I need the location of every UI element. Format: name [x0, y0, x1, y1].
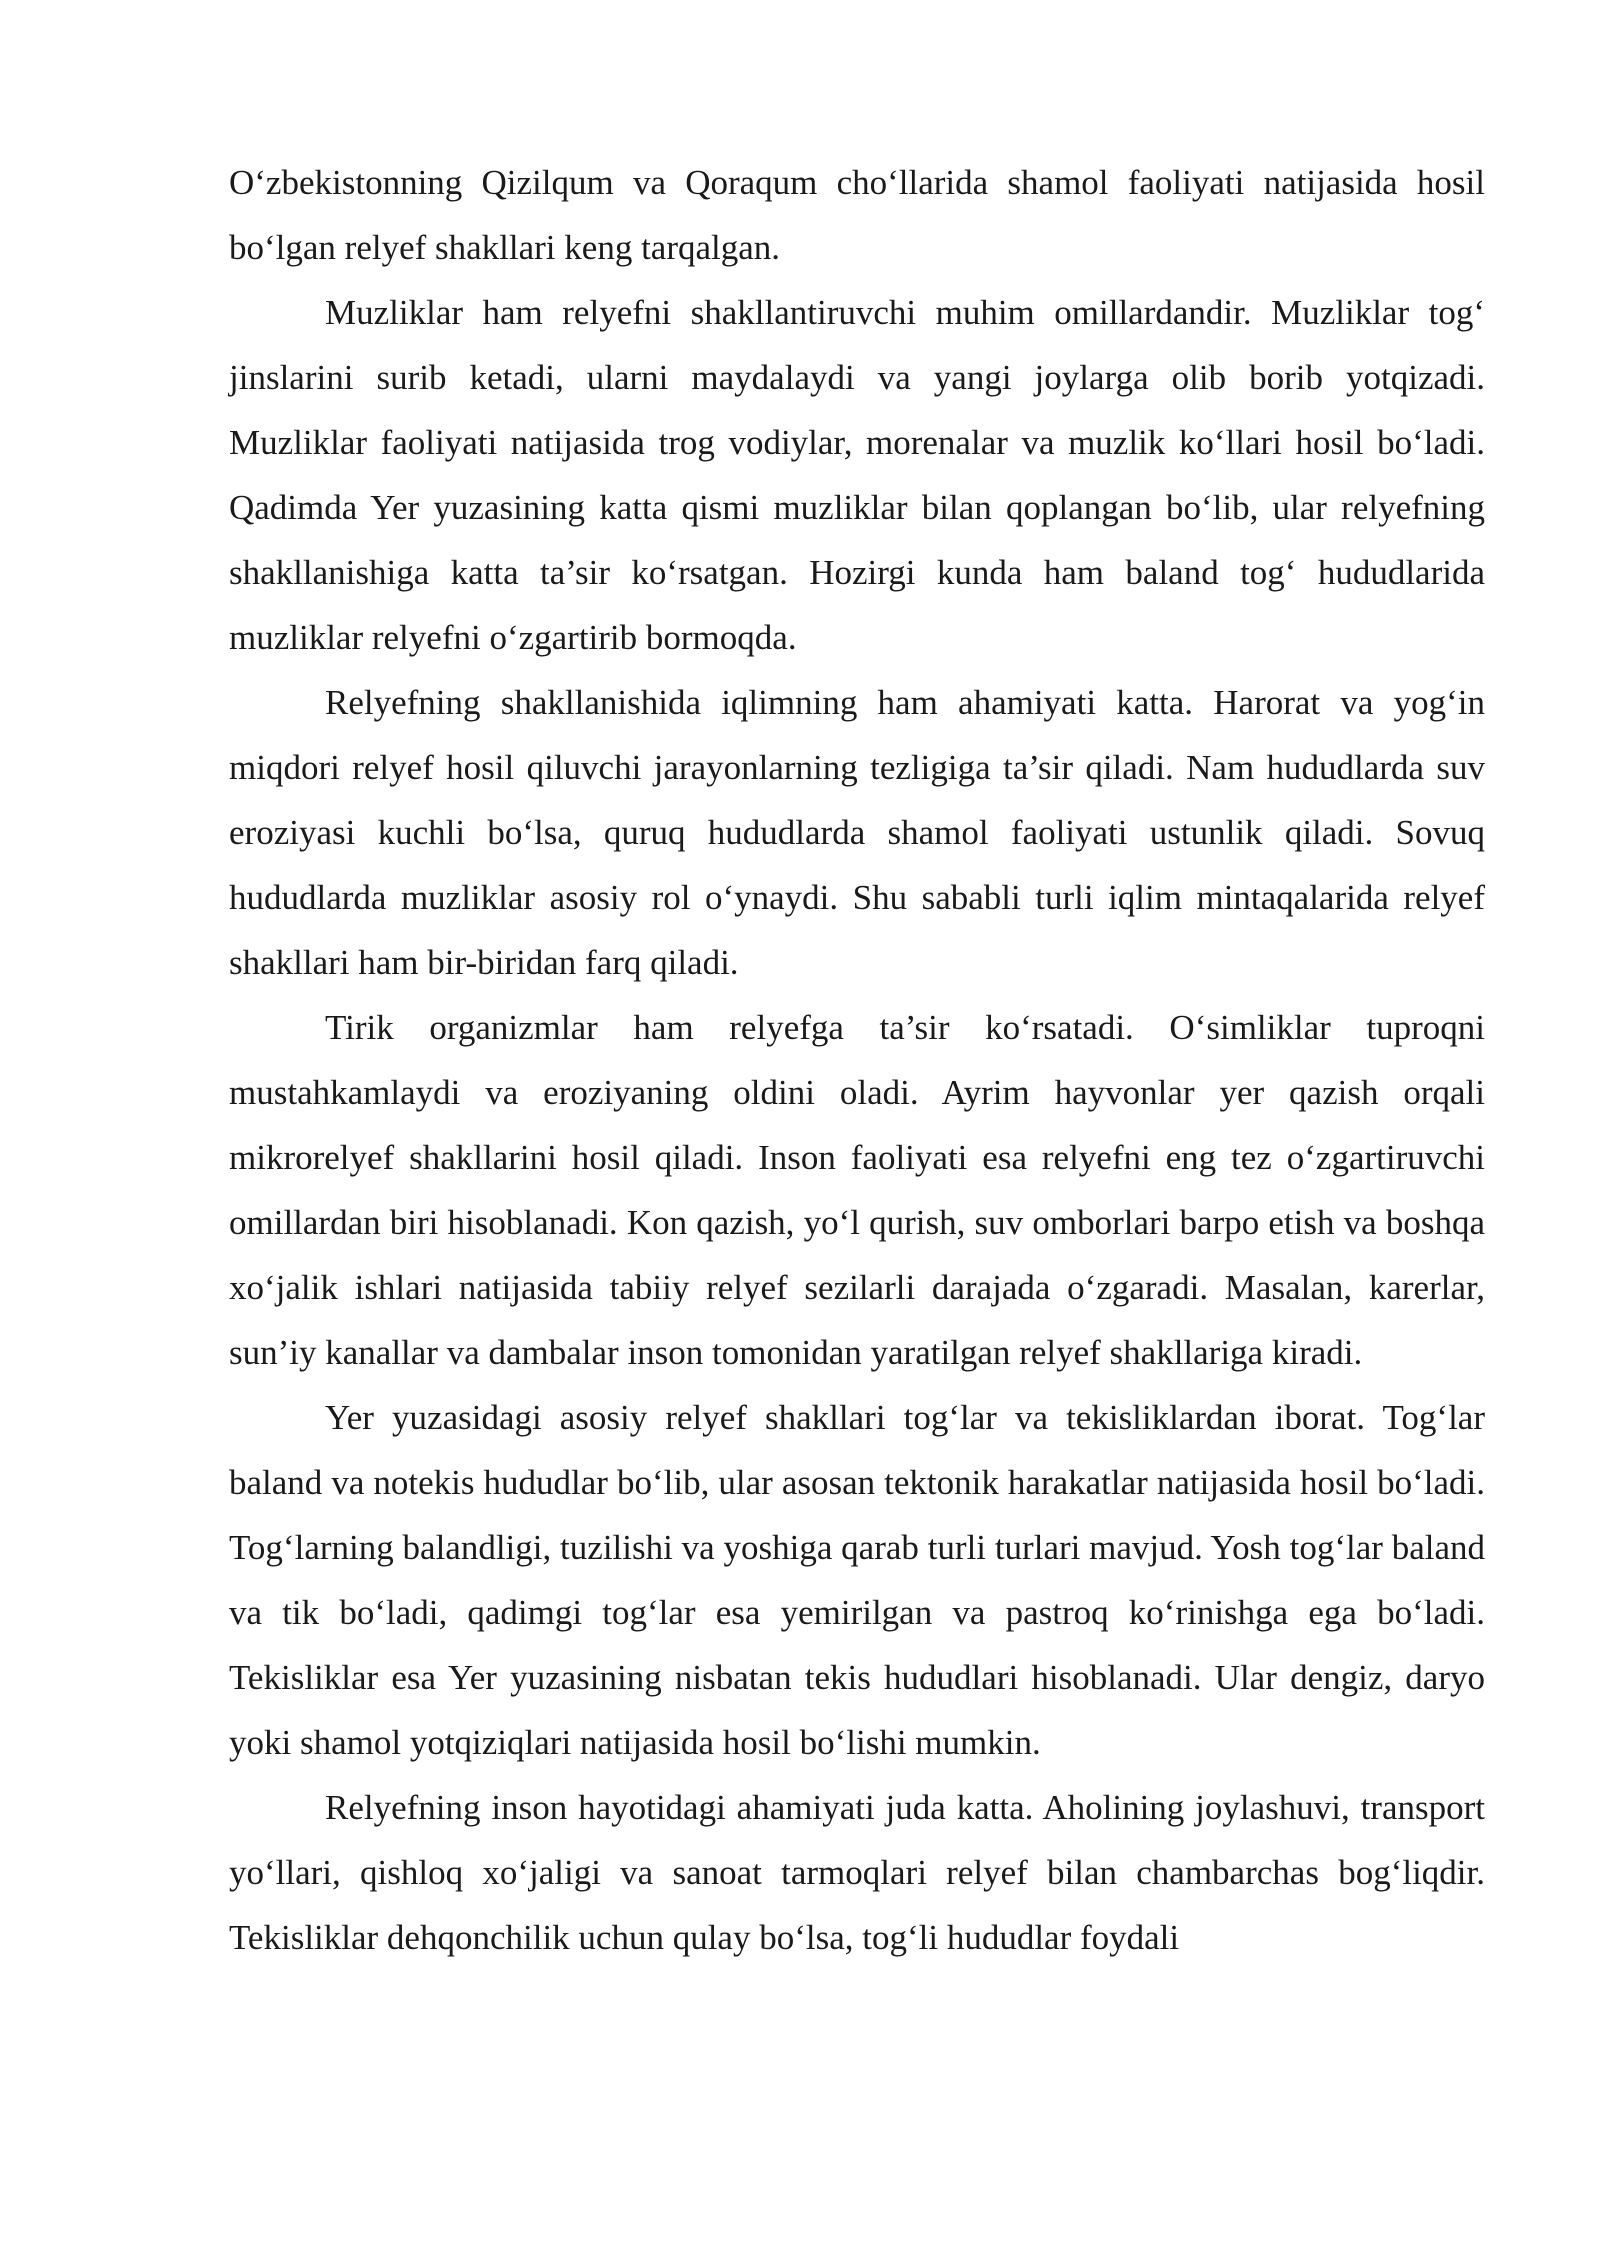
paragraph-3: Relyefning shakllanishida iqlimning ham ahamiyati katta. Harorat va yog‘in miqdori relyef hosil qiluvchi jarayonlarning tezligiga ta’sir qiladi. Nam hududlarda suv eroziyasi kuchli bo‘lsa, quruq hududlarda shamol faoliyati ustunlik qiladi. Sovuq hududlarda muzliklar asosiy rol o‘ynaydi. Shu sababli turli iqlim mintaqalarida relyef shakllari ham bir-biridan farq qiladi.: [229, 683, 1485, 982]
document-body: [229, 150, 1485, 1970]
paragraph-1: O‘zbekistonning Qizilqum va Qoraqum cho‘llarida shamol faoliyati natijasida hosil bo‘lgan relyef shakllari keng tarqalgan.: [229, 163, 1485, 267]
paragraph-5: Yer yuzasidagi asosiy relyef shakllari tog‘lar va tekisliklardan iborat. Tog‘lar baland va notekis hududlar bo‘lib, ular asosan tektonik harakatlar natijasida hosil bo‘ladi. Tog‘larning balandligi, tuzilishi va yoshiga qarab turli turlari mavjud. Yosh tog‘lar baland va tik bo‘ladi, qadimgi tog‘lar esa yemirilgan va pastroq ko‘rinishga ega bo‘ladi. Tekisliklar esa Yer yuzasining nisbatan tekis hududlari hisoblanadi. Ular dengiz, daryo yoki shamol yotqiziqlari natijasida hosil bo‘lishi mumkin.: [229, 1398, 1485, 1762]
paragraph-4: Tirik organizmlar ham relyefga ta’sir ko‘rsatadi. O‘simliklar tuproqni mustahkamlaydi va eroziyaning oldini oladi. Ayrim hayvonlar yer qazish orqali mikrorelyef shakllarini hosil qiladi. Inson faoliyati esa relyefni eng tez o‘zgartiruvchi omillardan biri hisoblanadi. Kon qazish, yo‘l qurish, suv omborlari barpo etish va boshqa xo‘jalik ishlari natijasida tabiiy relyef sezilarli darajada o‘zgaradi. Masalan, karerlar, sun’iy kanallar va dambalar inson tomonidan yaratilgan relyef shakllariga kiradi.: [229, 1008, 1485, 1372]
paragraph-6: Relyefning inson hayotidagi ahamiyati juda katta. Aholining joylashuvi, transport yo‘llari, qishloq xo‘jaligi va sanoat tarmoqlari relyef bilan chambarchas bog‘liqdir. Tekisliklar dehqonchilik uchun qulay bo‘lsa, tog‘li hududlar foydali: [229, 1788, 1485, 1957]
paragraph-2: Muzliklar ham relyefni shakllantiruvchi muhim omillardandir. Muzliklar tog‘ jinslarini surib ketadi, ularni maydalaydi va yangi joylarga olib borib yotqizadi. Muzliklar faoliyati natijasida trog vodiylar, morenalar va muzlik ko‘llari hosil bo‘ladi. Qadimda Yer yuzasining katta qismi muzliklar bilan qoplangan bo‘lib, ular relyefning shakllanishiga katta ta’sir ko‘rsatgan. Hozirgi kunda ham baland tog‘ hududlarida muzliklar relyefni o‘zgartirib bormoqda.: [229, 293, 1485, 657]
